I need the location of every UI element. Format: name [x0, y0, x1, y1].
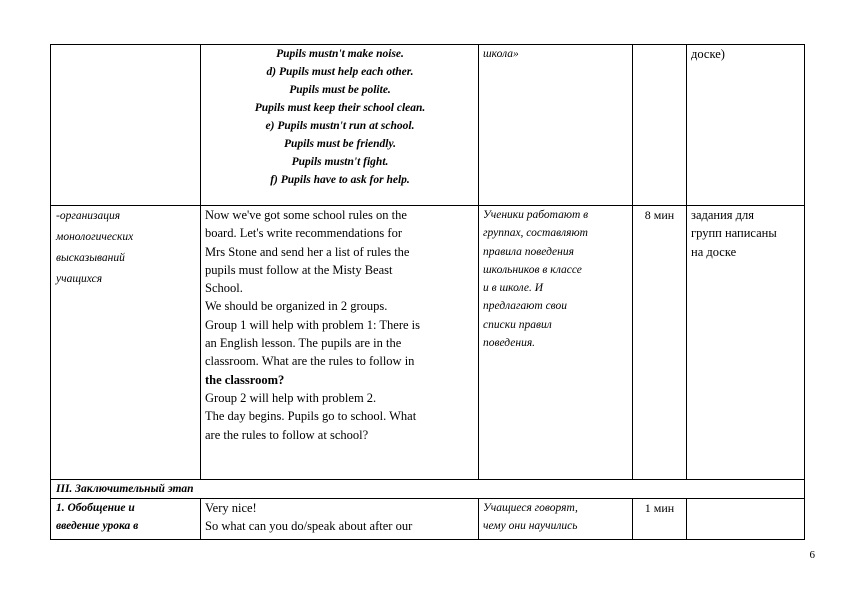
column-divider	[686, 44, 687, 480]
stage-line: -организация	[56, 210, 121, 222]
teacher-line: board. Let's write recommendations for	[205, 226, 402, 241]
time-cell: 8 мин	[644, 208, 675, 222]
teacher-line: are the rules to follow at school?	[205, 427, 369, 442]
time-cell: 1 мин	[644, 501, 675, 515]
column-divider	[200, 498, 201, 540]
rule-line: Pupils mustn't fight.	[291, 156, 389, 168]
page-number: 6	[809, 549, 815, 561]
stage-cell	[56, 499, 196, 535]
student-activity-cell: школа»	[483, 48, 519, 60]
table-bottom-border	[50, 539, 805, 540]
teacher-line: Group 2 will help with problem 2.	[205, 390, 377, 405]
column-divider	[478, 44, 479, 480]
student-line: чему они научились	[483, 520, 578, 532]
student-line: Учащиеся говорят,	[483, 502, 578, 514]
stage-line: высказываний	[56, 252, 125, 264]
student-line: списки правил	[483, 318, 552, 331]
rules-list	[205, 45, 475, 189]
stage-line: введение урока в	[56, 520, 139, 532]
notes-line: групп написаны	[691, 226, 777, 241]
teacher-line: School.	[205, 281, 243, 296]
teacher-line: We should be organized in 2 groups.	[205, 299, 388, 314]
rule-line: Pupils must be friendly.	[283, 138, 397, 150]
teacher-line: the classroom?	[205, 372, 285, 387]
table-left-border	[50, 44, 51, 540]
column-divider	[478, 498, 479, 540]
teacher-line: Very nice!	[205, 501, 257, 515]
notes-cell: доске)	[691, 47, 725, 61]
teacher-line: pupils must follow at the Misty Beast	[205, 262, 393, 277]
stage-line: учащихся	[56, 273, 103, 285]
student-line: предлагают свои	[483, 300, 568, 313]
student-activity-cell	[483, 499, 631, 535]
teacher-activity-cell	[205, 499, 477, 535]
teacher-line: an English lesson. The pupils are in the	[205, 336, 402, 351]
rule-line: Pupils must keep their school clean.	[254, 102, 426, 114]
rule-line: f) Pupils have to ask for help.	[270, 174, 410, 186]
rule-line: Pupils must be polite.	[289, 84, 391, 96]
teacher-activity-cell	[205, 206, 477, 444]
student-line: группах, составляют	[483, 227, 588, 240]
notes-line: на доске	[691, 244, 737, 259]
student-line: поведения.	[483, 337, 536, 350]
teacher-line: classroom. What are the rules to follow in	[205, 354, 415, 369]
teacher-line: Mrs Stone and send her a list of rules the	[205, 244, 410, 259]
teacher-line: Group 1 will help with problem 1: There is	[205, 317, 421, 332]
rule-line: e) Pupils mustn't run at school.	[265, 120, 415, 132]
student-line: правила поведения	[483, 245, 574, 258]
teacher-line: Now we've got some school rules on the	[205, 208, 407, 222]
student-line: школьников в классе	[483, 263, 582, 276]
column-divider	[632, 44, 633, 480]
section-header: III. Заключительный этап	[56, 483, 194, 495]
student-activity-cell	[483, 206, 631, 352]
stage-cell	[56, 206, 196, 290]
column-divider	[686, 498, 687, 540]
student-line: Ученики работают в	[483, 209, 589, 221]
student-line: и в школе. И	[483, 282, 544, 295]
table-right-border	[804, 44, 805, 540]
notes-line: задания для	[691, 208, 754, 222]
stage-line: монологических	[56, 231, 134, 243]
column-divider	[200, 44, 201, 480]
rule-line: Pupils mustn't make noise.	[276, 48, 404, 60]
notes-cell	[691, 206, 803, 261]
teacher-line: So what can you do/speak about after our	[205, 519, 413, 533]
teacher-line: The day begins. Pupils go to school. What	[205, 409, 417, 424]
stage-line: 1. Обобщение и	[56, 502, 135, 514]
rule-line: d) Pupils must help each other.	[266, 66, 414, 78]
